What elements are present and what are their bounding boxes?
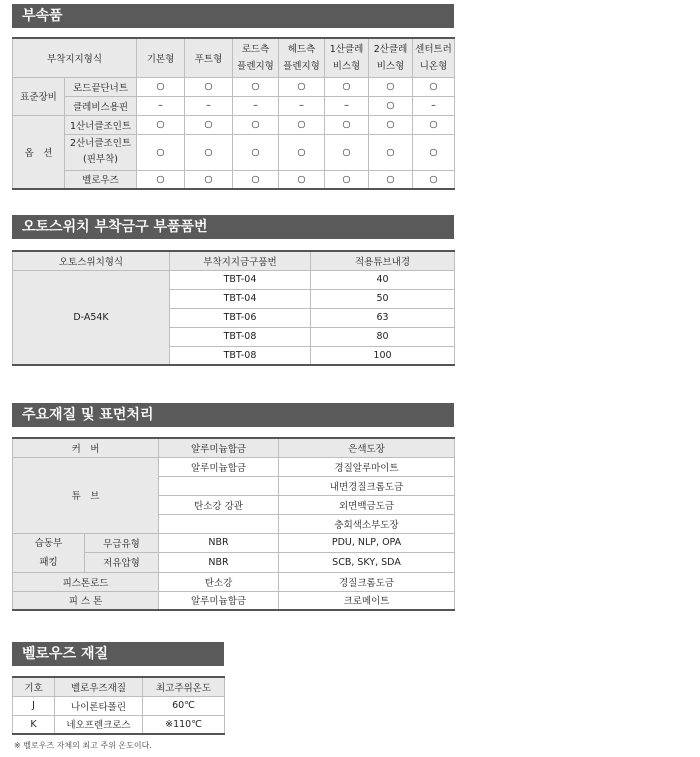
cell: – xyxy=(413,96,455,115)
bracket-part: TBT-06 xyxy=(170,308,311,327)
cell: ○ xyxy=(137,77,185,96)
header-single-clevis: 1산클레 비스형 xyxy=(325,38,369,77)
header-double-clevis: 2산클레 비스형 xyxy=(369,38,413,77)
cell: ○ xyxy=(413,170,455,189)
packing-material: NBR xyxy=(159,553,279,573)
cell: ○ xyxy=(137,170,185,189)
cell: ○ xyxy=(325,170,369,189)
cell: – xyxy=(325,96,369,115)
rod-label: 피스톤로드 xyxy=(13,572,159,591)
header-rod-flange: 로드측 플렌지형 xyxy=(233,38,279,77)
bellows-symbol: K xyxy=(13,715,55,734)
cell: ○ xyxy=(233,134,279,170)
header-symbol: 기호 xyxy=(13,677,55,696)
bellows-header-row xyxy=(13,677,225,696)
cell: – xyxy=(279,96,325,115)
tube-material: 탄소강 강관 xyxy=(159,495,279,514)
cell: ○ xyxy=(369,77,413,96)
cell: ○ xyxy=(233,77,279,96)
cell: ○ xyxy=(279,77,325,96)
table-row xyxy=(13,115,455,134)
bore-size: 40 xyxy=(311,270,455,289)
row-item: 2산너클조인트 (핀부착) xyxy=(65,134,137,170)
header-bracket-part: 부착지지금구품번 xyxy=(170,251,311,270)
bellows-material: 네오프렌크로스 xyxy=(55,715,143,734)
tube-material: 알루미늄합금 xyxy=(159,457,279,476)
bracket-part: TBT-08 xyxy=(170,327,311,346)
table-row xyxy=(13,134,455,170)
bellows-material: 나이론타폴린 xyxy=(55,696,143,715)
table-row xyxy=(13,715,225,734)
table-row xyxy=(13,572,455,591)
cell: ○ xyxy=(369,115,413,134)
bracket-part: TBT-04 xyxy=(170,270,311,289)
table-row xyxy=(13,533,455,553)
row-item: 클레비스용핀 xyxy=(65,96,137,115)
section-title-switch-bracket: 오토스위치 부착금구 부품품번 xyxy=(12,215,454,239)
accessories-table xyxy=(12,37,455,190)
header-max-temp: 최고주위온도 xyxy=(143,677,225,696)
cell: ○ xyxy=(233,115,279,134)
packing-type: 저유압형 xyxy=(85,553,159,573)
packing-label-line2: 패킹 xyxy=(39,556,58,568)
cell: ○ xyxy=(137,134,185,170)
bellows-table xyxy=(12,676,225,735)
table-row xyxy=(13,77,455,96)
cell: ○ xyxy=(413,77,455,96)
materials-table xyxy=(12,437,455,611)
header-trunnion: 센터트러 니온형 xyxy=(413,38,455,77)
cell: – xyxy=(185,96,233,115)
header-bellows-material: 벨로우즈재질 xyxy=(55,677,143,696)
cell: ○ xyxy=(185,134,233,170)
section-title-accessories: 부속품 xyxy=(12,4,454,28)
header-foot: 푸트형 xyxy=(185,38,233,77)
bracket-part: TBT-08 xyxy=(170,346,311,365)
cell: ○ xyxy=(279,170,325,189)
cell: ○ xyxy=(279,115,325,134)
table-row xyxy=(13,438,455,457)
table-row xyxy=(13,96,455,115)
cell: ○ xyxy=(233,170,279,189)
section-title-bellows: 벨로우즈 재질 xyxy=(12,642,224,666)
cell: ○ xyxy=(185,170,233,189)
packing-series: SCB, SKY, SDA xyxy=(279,553,455,573)
header-bore: 적용튜브내경 xyxy=(311,251,455,270)
piston-material: 알루미늄합금 xyxy=(159,591,279,610)
row-item: 로드끝단너트 xyxy=(65,77,137,96)
group-standard: 표준장비 xyxy=(13,77,65,115)
cover-finish: 은색도장 xyxy=(279,438,455,457)
switch-header-row xyxy=(13,251,455,270)
section-title-materials: 주요재질 및 표면처리 xyxy=(12,403,454,427)
bellows-note: ※ 벨로우즈 자체의 최고 주위 온도이다. xyxy=(14,741,152,750)
bore-size: 100 xyxy=(311,346,455,365)
packing-label xyxy=(13,533,85,572)
rod-material: 탄소강 xyxy=(159,572,279,591)
header-basic: 기본형 xyxy=(137,38,185,77)
bore-size: 80 xyxy=(311,327,455,346)
piston-finish: 크로메이트 xyxy=(279,591,455,610)
accessories-header-row xyxy=(13,38,455,77)
cell: ○ xyxy=(325,134,369,170)
tube-finish: 경질알루마이트 xyxy=(279,457,455,476)
table-row xyxy=(13,457,455,476)
cell: ○ xyxy=(325,115,369,134)
cell: ○ xyxy=(325,77,369,96)
table-row xyxy=(13,270,455,289)
tube-finish: 충회색소부도장 xyxy=(279,514,455,533)
bellows-temp: ※110℃ xyxy=(143,715,225,734)
bellows-temp: 60℃ xyxy=(143,696,225,715)
packing-series: PDU, NLP, OPA xyxy=(279,533,455,553)
packing-type: 무급유형 xyxy=(85,533,159,553)
table-row xyxy=(13,591,455,610)
cell: ○ xyxy=(279,134,325,170)
cover-material: 알루미늄합금 xyxy=(159,438,279,457)
switch-bracket-table xyxy=(12,250,455,366)
cell: ○ xyxy=(369,134,413,170)
cell: ○ xyxy=(369,170,413,189)
row-item: 벨로우즈 xyxy=(65,170,137,189)
bore-size: 63 xyxy=(311,308,455,327)
cell: – xyxy=(137,96,185,115)
cell: ○ xyxy=(185,115,233,134)
rod-finish: 경질크롬도금 xyxy=(279,572,455,591)
cell: ○ xyxy=(413,134,455,170)
cell: ○ xyxy=(137,115,185,134)
header-mount: 부착지지형식 xyxy=(13,38,137,77)
table-row xyxy=(13,696,225,715)
group-option: 옵 션 xyxy=(13,115,65,189)
row-item: 1산너클조인트 xyxy=(65,115,137,134)
packing-label-line1: 습동부 xyxy=(34,537,63,549)
tube-finish: 외면백금도금 xyxy=(279,495,455,514)
cover-label: 커 버 xyxy=(13,438,159,457)
bore-size: 50 xyxy=(311,289,455,308)
header-switch-model: 오토스위치형식 xyxy=(13,251,170,270)
bracket-part: TBT-04 xyxy=(170,289,311,308)
switch-model: D-A54K xyxy=(13,270,170,365)
cell: – xyxy=(233,96,279,115)
tube-finish: 내면경질크롬도금 xyxy=(279,476,455,495)
cell: ○ xyxy=(369,96,413,115)
tube-label: 튜 브 xyxy=(13,457,159,533)
tube-material xyxy=(159,476,279,495)
cell: ○ xyxy=(185,77,233,96)
bellows-symbol: J xyxy=(13,696,55,715)
tube-material xyxy=(159,514,279,533)
table-row xyxy=(13,170,455,189)
header-head-flange: 헤드측 플렌지형 xyxy=(279,38,325,77)
packing-material: NBR xyxy=(159,533,279,553)
piston-label: 피 스 톤 xyxy=(13,591,159,610)
cell: ○ xyxy=(413,115,455,134)
